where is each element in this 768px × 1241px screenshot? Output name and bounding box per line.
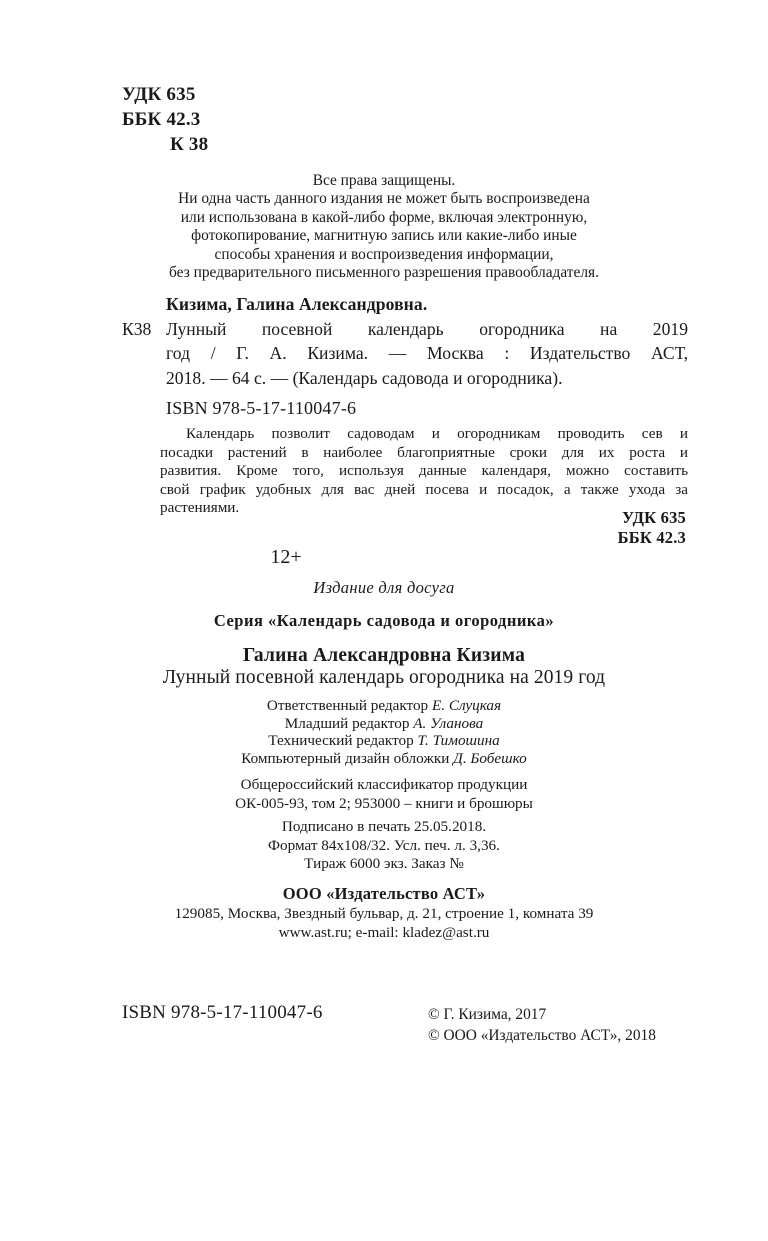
author-mark-top: К 38	[170, 134, 209, 155]
print-run: Тираж 6000 экз. Заказ №	[304, 855, 464, 873]
print-format: Формат 84х108/32. Усл. печ. л. 3,36.	[268, 836, 500, 854]
publisher-web-email: www.ast.ru; e-mail: kladez@ast.ru	[278, 923, 490, 941]
print-info-block	[0, 818, 768, 874]
credit-role: Технический редактор	[268, 732, 414, 750]
credit-line	[0, 715, 768, 733]
product-classifier-block	[0, 776, 768, 813]
biblio-entry-line: Лунный посевной календарь огородника на 2019	[166, 318, 688, 339]
credit-name: Д. Бобешко	[453, 749, 527, 767]
annotation-line: растениями.	[160, 499, 240, 517]
publisher-name: ООО «Издательство АСТ»	[282, 884, 486, 903]
credit-role: Младший редактор	[284, 714, 410, 732]
imprint-author-name: Галина Александровна Кизима	[242, 645, 526, 666]
credit-name: Т. Тимошина	[417, 732, 500, 750]
biblio-entry-line: 2018. — 64 с. — (Календарь садовода и огородника).	[166, 367, 563, 388]
classification-bottom-block	[618, 508, 686, 547]
udk-code-top: УДК 635	[122, 84, 196, 105]
biblio-author-heading: Кизима, Галина Александровна.	[166, 294, 428, 314]
rights-notice	[146, 172, 622, 282]
copyright-publisher: © ООО «Издательство АСТ», 2018	[428, 1027, 656, 1044]
annotation-line: развития. Кроме того, используя данные календаря, можно составить	[160, 462, 688, 480]
rights-line: без предварительного письменного разрешения правообладателя.	[169, 264, 599, 282]
annotation-line: свой график удобных для вас дней посева и посадок, а также ухода за	[160, 480, 688, 498]
bibliographic-record	[122, 292, 688, 390]
edition-kind: Издание для досуга	[313, 578, 455, 597]
editorial-credits	[0, 697, 768, 767]
publisher-address: 129085, Москва, Звездный бульвар, д. 21, строение 1, комната 39	[174, 905, 594, 922]
biblio-entry	[122, 317, 688, 391]
okp-line: Общероссийский классификатор продукции	[240, 776, 528, 793]
rights-line: фотокопирование, магнитную запись или какие-либо иные	[191, 227, 577, 245]
copyright-author: © Г. Кизима, 2017	[428, 1006, 547, 1023]
bbk-code-bottom: ББК 42.3	[617, 527, 686, 547]
credit-line	[0, 697, 768, 715]
annotation-line: Календарь позволит садоводам и огородникам проводить сев и	[186, 425, 688, 442]
biblio-entry-mark: К38	[122, 318, 152, 339]
footer-copyright-block	[428, 1004, 656, 1046]
print-signed-date: Подписано в печать 25.05.2018.	[281, 818, 487, 835]
rights-line: Ни одна часть данного издания не может быть воспроизведена	[178, 190, 590, 208]
okp-line: ОК-005-93, том 2; 953000 – книги и брошюры	[235, 794, 533, 812]
rights-line: или использована в какой-либо форме, включая электронную,	[180, 208, 588, 226]
biblio-entry-line: год / Г. А. Кизима. — Москва : Издательство АСТ,	[166, 343, 688, 363]
credit-role: Компьютерный дизайн обложки	[241, 749, 450, 767]
imprint-book-title: Лунный посевной календарь огородника на 2019 год	[162, 667, 606, 688]
credit-role: Ответственный редактор	[266, 697, 429, 714]
publisher-contact-block	[0, 905, 768, 942]
udk-code-bottom: УДК 635	[621, 508, 686, 527]
rights-line: Все права защищены.	[312, 172, 456, 189]
isbn-record: ISBN 978-5-17-110047-6	[166, 398, 357, 418]
series-name: Серия «Календарь садовода и огородника»	[213, 611, 555, 630]
classification-top-block	[122, 82, 208, 157]
credit-name: А. Уланова	[413, 714, 484, 732]
credit-name: Е. Слуцкая	[431, 697, 502, 714]
credit-line	[0, 750, 768, 768]
annotation-line: посадки растений в наиболее благоприятные сроки для их роста и	[160, 443, 688, 461]
footer-isbn: ISBN 978-5-17-110047-6	[122, 1002, 323, 1023]
rights-line: способы хранения и воспроизведения информации,	[214, 245, 554, 263]
age-rating-marker: 12+	[270, 546, 302, 568]
credit-line	[0, 732, 768, 750]
annotation-paragraph	[160, 425, 688, 518]
bbk-code-top: ББК 42.3	[122, 109, 201, 130]
